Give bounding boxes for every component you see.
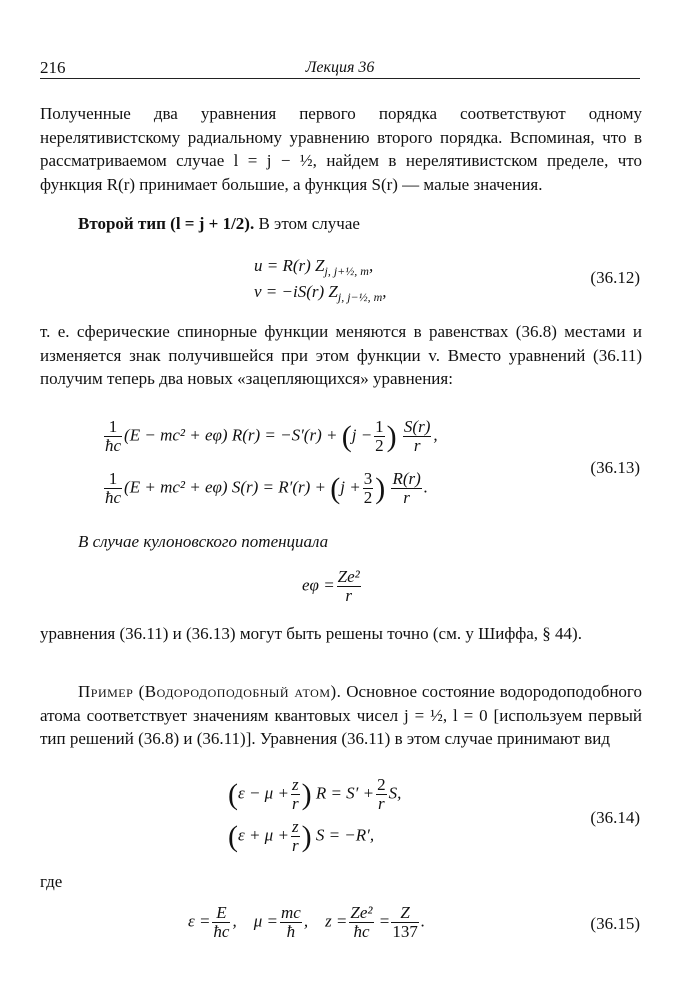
- eq-36-15-line: ε = $\frac{E}{ħc}$ , μ = $\frac{mc}{ħ}$ , z = $\frac{\text{Ze²}}{ħc}$ = $\frac{Z}{137}$ .: [188, 903, 426, 941]
- paragraph-2: [40, 212, 642, 236]
- eq-36-14-line-2: (ε + μ + $\frac{z}{r}$ ) S = −R′,: [228, 817, 375, 855]
- eq-36-13-line-1: $\frac{1}{ħc}$ (E − mc² + eφ) R(r) = −S′(r) + (j − $\frac{1}{2}$ ) $\frac{S(r)}{r}$ ,: [105, 417, 438, 455]
- equation-36-14: [40, 776, 642, 860]
- second-type-heading: Второй тип (l = j + 1/2).: [78, 214, 255, 233]
- paragraph-7: где: [40, 872, 63, 891]
- paragraph-6-text: Основное состояние водородоподобного атома соответствует значениям квантовых чисел j = ½, l = 0 [используем первый тип решений (36.8) и (36.11)]. Уравнения (36.11) в этом случае принимают вид: [40, 682, 642, 748]
- paragraph-6: [40, 680, 642, 751]
- paragraph-5: уравнения (36.11) и (36.13) могут быть решены точно (см. у Шиффа, § 44).: [40, 624, 582, 643]
- equation-number: (36.14): [590, 808, 640, 827]
- equation-36-13: [40, 418, 642, 522]
- running-title: Лекция 36: [305, 59, 375, 76]
- equation-number: (36.15): [590, 914, 640, 933]
- equation-36-12: [40, 250, 642, 306]
- page-number: 216: [40, 58, 66, 77]
- equation-coulomb: [40, 566, 642, 614]
- eq-36-14-line-1: (ε − μ + $\frac{z}{r}$ ) R = S′ + $\frac{2}{r}$ S,: [228, 775, 402, 813]
- page-header: [40, 56, 640, 79]
- eq-coulomb-line: eφ = $\frac{\text{Ze²}}{r}$: [302, 567, 360, 605]
- paragraph-4: В случае кулоновского потенциала: [78, 532, 329, 551]
- eq-36-13-line-2: $\frac{1}{ħc}$ (E + mc² + eφ) S(r) = R′(r) + (j + $\frac{3}{2}$ ) $\frac{R(r)}{r}$ .: [105, 469, 429, 507]
- eq-36-12-line-2: v = −iS(r) $Z_{j, j-\frac{1}{2}, m}$,: [254, 282, 387, 304]
- equation-number: (36.12): [590, 268, 640, 287]
- example-label: Пример (Водородоподобный атом).: [78, 682, 342, 701]
- equation-number: (36.13): [590, 458, 640, 477]
- paragraph-2-text: В этом случае: [254, 214, 360, 233]
- paragraph-3: т. е. сферические спинорные функции меняются в равенствах (36.8) местами и изменяется знак получившейся при этом функции v. Вместо уравнений (36.11) получим теперь два новых «зацепляющихся» уравнения:: [40, 322, 642, 388]
- eq-36-12-line-1: u = R(r) $Z_{j, j+\frac{1}{2}, m}$,: [254, 256, 374, 278]
- equation-36-15: [40, 904, 642, 954]
- paragraph-1: Полученные два уравнения первого порядка соответствуют одному нерелятивистскому радиальному уравнению второго порядка. Вспоминая, что в рассматриваемом случае l = j − ½, найдем в нерелятивистском пределе, что функция R(r) принимает большие, а функция S(r) — малые значения.: [40, 104, 642, 194]
